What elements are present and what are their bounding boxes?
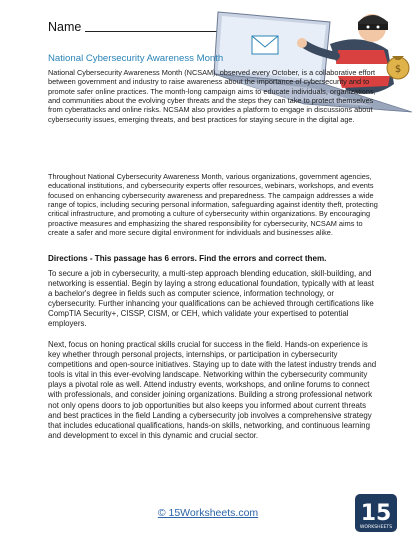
paragraph-exercise-1: To secure a job in cybersecurity, a multi-step approach blending education, skill-building, and networking is essential. Begin by laying a strong educational foundation, typically with at least a bachelor's degree in fields such as computer science, information technology, or cybersecurity. Further inhancing your qualifications can be achieved through certifications like CompTIA Security+, CISSP, CISM, or CEH, which validate your expertised to potential employers. [48,269,374,329]
paragraph-intro: National Cybersecurity Awareness Month (NCSAM), observed every October, is a collaborative effort between government and industry to raise awareness about the importance of cybersecurity and to promote safer online practices. The month-long campaign aims to educate individuals, organizations, and communities about the evolving cyber threats and the steps they can take to protect themselves from cyberattacks and online risks. NCSAM also provides a platform to engage in discussions about cybersecurity issues, emerging threats, and best practices for staying secure in the digital age. [48,68,376,124]
name-blank-line [85,31,221,32]
page-title: National Cybersecurity Awareness Month [48,53,224,64]
name-field [48,20,221,34]
envelope-icon [252,36,278,54]
svg-text:$: $ [394,64,402,75]
paragraph-activities: Throughout National Cybersecurity Awareness Month, various organizations, government agencies, educational institutions, and cybersecurity experts offer resources, webinars, workshops, and events focused on enhancing cybersecurity awareness and preparedness. The campaign addresses a wide range of topics, including securing personal information, safeguarding against identity theft, protecting critical infrastructure, and promoting a culture of cybersecurity within organizations. By encouraging proactive measures and emphasizing the shared responsibility for cybersecurity, NCSAM aims to create a safer and more secure digital environment for individuals and businesses alike. [48,172,378,238]
name-label: Name [48,20,82,34]
logo-number: 15 [360,501,392,526]
footer-copyright-link[interactable]: © 15Worksheets.com [157,507,259,519]
paragraph-exercise-2: Next, focus on honing practical skills crucial for success in the field. Hands-on experience is key whether through personal projects, internships, or participation in cybersecurity competitions and open-source initiatives. Staying up to date with the latest industry trends and tools is vital in this ever-evolving landscape. Networking within the cybersecurity community plays a pivotal role as well. Attend industry events, workshops, and online forums to connect with professionals, and consider joining organizations. Building a strong professional network not only opens doors to job opportunities but also keeps you informed about current threats and best practices in the field Landing a cybersecurity job involves a comprehensive strategy that includes educational qualifications, hands-on skills, networking, and continuous learning and development to excel in this dynamic and crucial sector. [48,340,377,440]
15worksheets-logo [354,493,398,533]
directions-text: Directions - This passage has 6 errors. Find the errors and correct them. [48,254,327,263]
logo-wordmark: WORKSHEETS [359,525,393,530]
